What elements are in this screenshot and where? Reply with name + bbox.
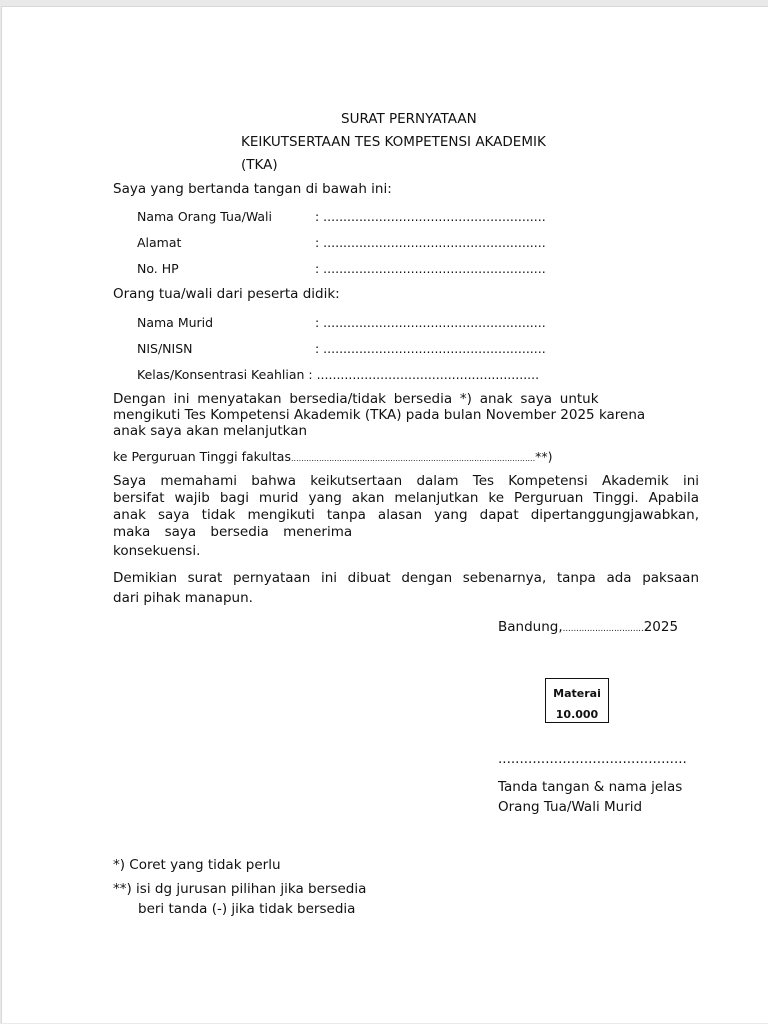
statement-line-3: anak saya akan melanjutkan bbox=[113, 423, 308, 439]
field-value-nis: : ........................................................ bbox=[315, 341, 546, 356]
field-label-parent-name: Nama Orang Tua/Wali bbox=[137, 209, 272, 224]
footnote-2: **) isi dg jurusan pilihan jika bersedia bbox=[113, 881, 367, 897]
materai-label: Materai bbox=[553, 687, 601, 700]
field-value-phone: : ........................................................ bbox=[315, 261, 546, 276]
understanding-line-2: bersifat wajib bagi murid yang akan melanjutkan ke Perguruan Tinggi. Apabila bbox=[113, 490, 699, 506]
place-date bbox=[498, 619, 678, 635]
understanding-line-3: anak saya tidak mengikuti tanpa alasan yang dapat dipertanggungjawabkan, bbox=[113, 507, 699, 523]
field-label-nis: NIS/NISN bbox=[137, 341, 193, 356]
field-label-student-name: Nama Murid bbox=[137, 315, 214, 330]
date-dots: .............................. bbox=[562, 624, 644, 634]
signature-caption-1: Tanda tangan & nama jelas bbox=[498, 779, 683, 795]
faculty-dots: ................................................................................................ bbox=[290, 454, 536, 463]
student-intro-text: Orang tua/wali dari peserta didik: bbox=[113, 286, 340, 302]
field-value-student-name: : ........................................................ bbox=[315, 315, 546, 330]
faculty-note-mark: **) bbox=[535, 449, 553, 464]
closing-line-2: dari pihak manapun. bbox=[113, 590, 253, 606]
field-value-parent-name: : ........................................................ bbox=[315, 209, 546, 224]
faculty-label: ke Perguruan Tinggi fakultas bbox=[113, 449, 291, 464]
document-page bbox=[1, 6, 768, 1023]
year-label: 2025 bbox=[643, 619, 679, 635]
field-kelas-konsentrasi: Kelas/Konsentrasi Keahlian : ........................................................ bbox=[137, 367, 540, 382]
field-value-address: : ........................................................ bbox=[315, 235, 546, 250]
statement-line-1-wrap bbox=[113, 391, 629, 407]
signature-caption-2: Orang Tua/Wali Murid bbox=[498, 799, 643, 815]
title-line-1: SURAT PERNYATAAN bbox=[341, 111, 477, 127]
statement-line-4 bbox=[113, 449, 553, 464]
materai-value: 10.000 bbox=[555, 708, 599, 721]
understanding-line-1: Saya memahami bahwa keikutsertaan dalam Tes Kompetensi Akademik ini bbox=[113, 473, 699, 489]
field-label-address: Alamat bbox=[137, 235, 182, 250]
closing-line-1: Demikian surat pernyataan ini dibuat dengan sebenarnya, tanpa ada paksaan bbox=[113, 570, 699, 586]
understanding-line-4: maka saya bersedia menerima bbox=[113, 524, 353, 540]
title-line-2: KEIKUTSERTAAN TES KOMPETENSI AKADEMIK bbox=[241, 134, 546, 150]
intro-text: Saya yang bertanda tangan di bawah ini: bbox=[113, 181, 392, 197]
field-label-phone: No. HP bbox=[137, 261, 179, 276]
place-label: Bandung, bbox=[498, 619, 563, 635]
footnote-1: *) Coret yang tidak perlu bbox=[113, 857, 281, 873]
footnote-3: beri tanda (-) jika tidak bersedia bbox=[138, 901, 356, 917]
understanding-line-5: konsekuensi. bbox=[113, 543, 201, 559]
signature-line: ............................................ bbox=[498, 751, 687, 767]
statement-line-1: Dengan ini menyatakan bersedia/tidak bersedia *) anak saya untuk bbox=[113, 391, 599, 407]
materai-stamp-box bbox=[545, 678, 609, 723]
statement-line-2: mengikuti Tes Kompetensi Akademik (TKA) pada bulan November 2025 karena bbox=[113, 407, 646, 423]
title-line-3: (TKA) bbox=[241, 157, 278, 173]
